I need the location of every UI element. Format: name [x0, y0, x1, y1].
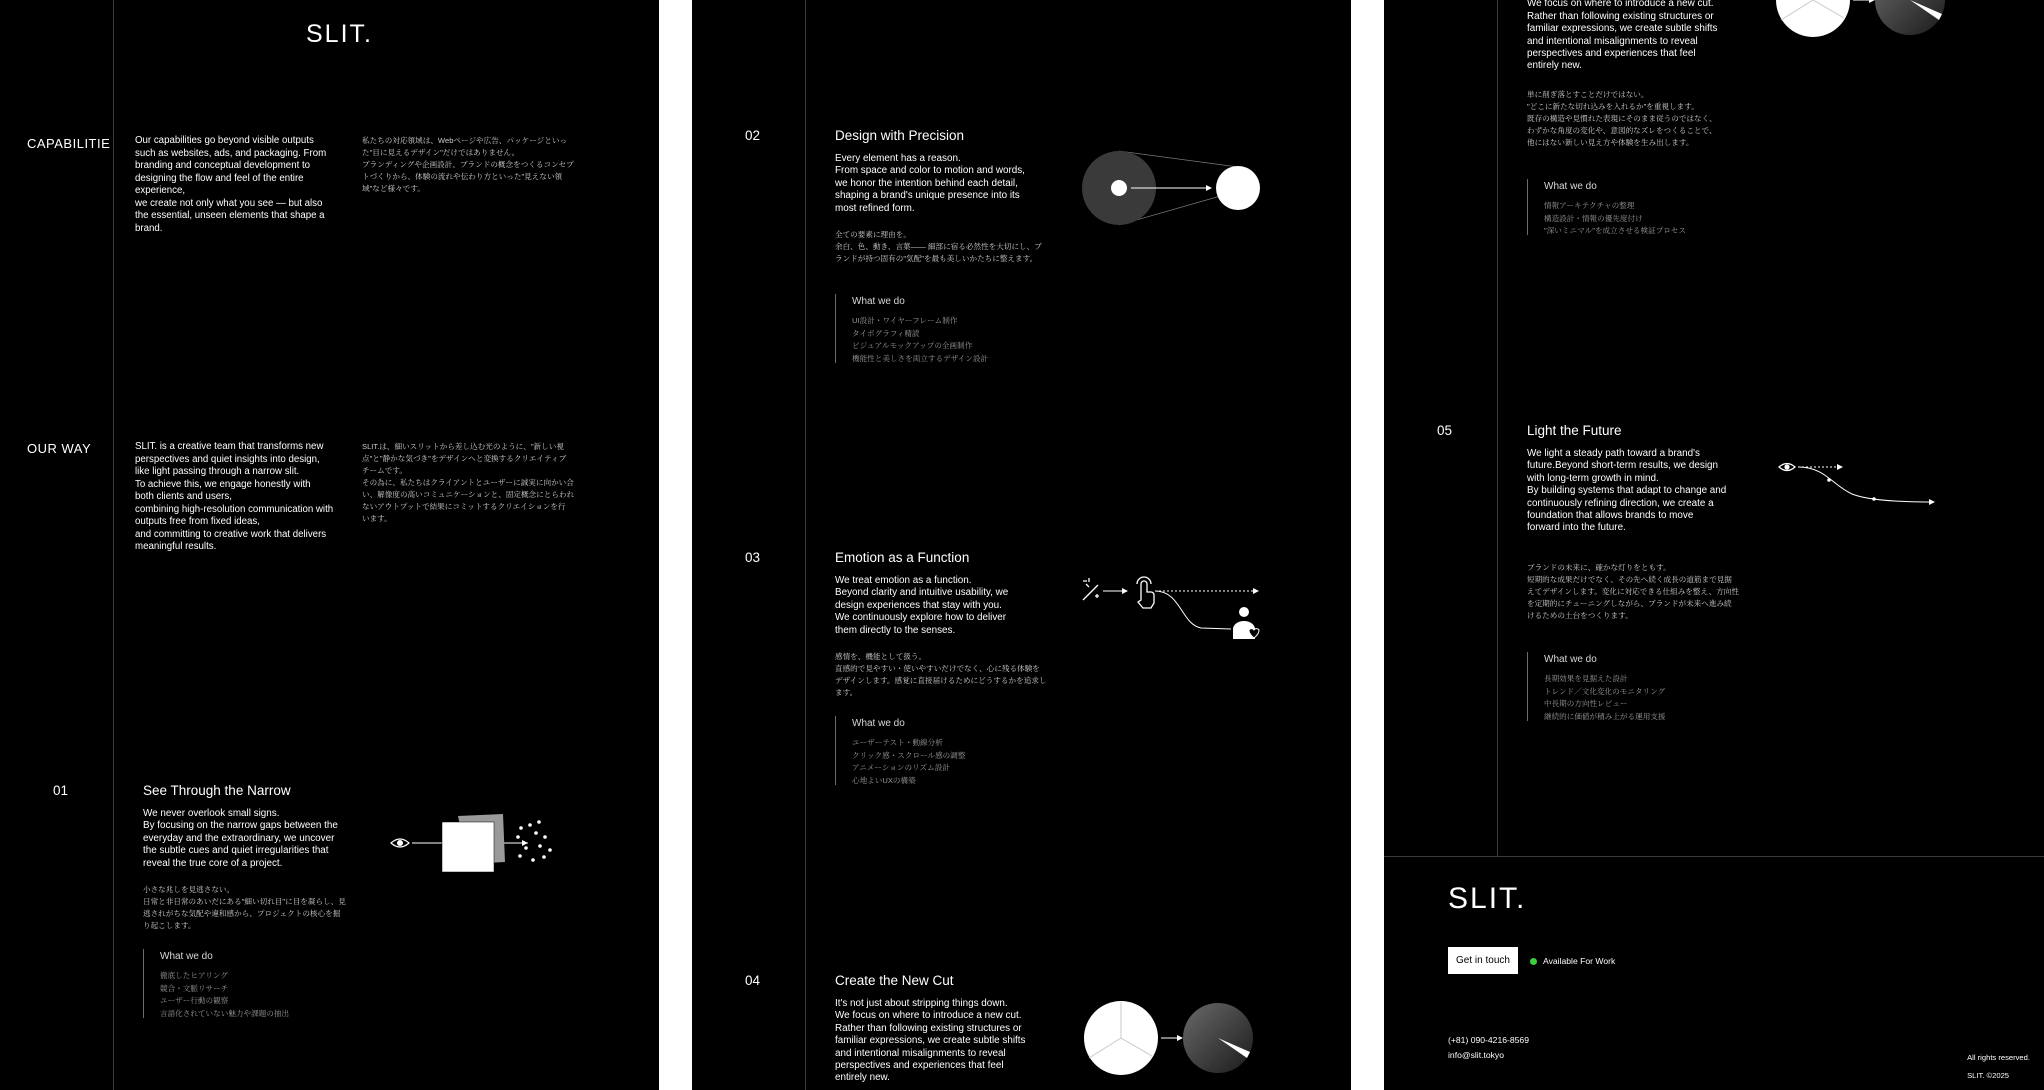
item-title: Light the Future — [1527, 423, 1622, 438]
copyright-text: SLIT. ©2025 — [1967, 1071, 2010, 1080]
footer-divider — [1384, 856, 2044, 857]
grid-line — [805, 0, 806, 1090]
contact-email[interactable]: info@slit.tokyo — [1448, 1050, 1505, 1060]
what-we-do-item: 心地よいUXの構築 — [852, 775, 916, 785]
what-we-do-item: ビジュアルモックアップの全画制作 — [852, 341, 973, 350]
what-we-do-label: What we do — [1544, 181, 1597, 192]
page-panel-2 — [692, 0, 1351, 1090]
item-text-en: Every element has a reason. From space and color to motion and words, we honor the intention behind each detail, shaping a brand's unique presence into its most refined form. — [835, 153, 1025, 214]
item-number: 03 — [745, 550, 761, 565]
item-title: Emotion as a Function — [835, 550, 970, 565]
new-cut-illustration — [1776, 0, 1946, 52]
what-we-do-item: タイポグラフィ精読 — [852, 328, 920, 338]
item-text-en: We focus on where to introduce a new cut. Rather than following existing structures or familiar expressions, we create subtle shifts and intentional misalignments to reveal perspectives and experiences that feel entirely new. — [1527, 0, 1718, 72]
narrow-slit-illustration — [388, 808, 568, 878]
what-we-do-label: What we do — [852, 718, 905, 729]
item-number: 04 — [745, 973, 761, 988]
our-way-text-jp: SLIT.は、細いスリットから差し込む光のように、"新しい視 点"と"静かな気づき"をデザインへと変換するクリエイティブ チームです。 その為に、私たちはクライアントとユーザーに誠実に向かい合 い、解像度の高いコミュニケーションと、固定概念にとらわれ ないアウトプットで結果にコミットするクリエイションを行 います。 — [362, 442, 575, 523]
what-we-do-item: 中長期の方向性レビュー — [1544, 699, 1628, 708]
what-we-do-item: 構造設計・情報の優先度付け — [1544, 213, 1643, 223]
page-panel-3 — [1384, 0, 2044, 1090]
item-title: Create the New Cut — [835, 973, 954, 988]
page-panel-1 — [0, 0, 659, 1090]
availability-indicator — [1530, 958, 1537, 965]
what-we-do-item: 言語化されていない魅力や課題の抽出 — [160, 1008, 290, 1018]
contact-phone[interactable]: (+81) 090-4216-8569 — [1448, 1035, 1529, 1045]
what-we-do-list — [1527, 652, 1666, 721]
what-we-do-item: クリック感・スクロール感の調整 — [852, 750, 966, 760]
slit-panel-front — [442, 822, 494, 872]
availability-status: Available For Work — [1543, 956, 1616, 966]
user-heart-icon — [1233, 607, 1259, 639]
our-way-label: OUR WAY — [27, 441, 92, 456]
our-way-text-en: SLIT. is a creative team that transforms new perspectives and quiet insights into design, like light passing through a narrow slit. To achieve this, we engage honestly with both clients and users, combining high-resolution communication with outputs free from fixed ideas, and committing to creative work that delivers meaningful results. — [135, 441, 334, 552]
what-we-do-label: What we do — [1544, 654, 1597, 665]
item-text-jp: ブランドの未来に、確かな灯りをともす。 短期的な成果だけでなく、その先へ続く成長の道筋まで見据 えてデザインします。変化に対応できる仕組みを整え、方向性 を定期的にチューニングしながら、ブランドが未来へ進み続 けるための土台をつくります。 — [1527, 563, 1739, 620]
touch-hand-icon — [1137, 577, 1154, 608]
item-text-en: We treat emotion as a function. Beyond clarity and intuitive usability, we design experiences that stay with you. We continuously explore how to deliver them directly to the senses. — [835, 575, 1009, 636]
inner-dot — [1111, 180, 1127, 196]
site-logo[interactable]: SLIT. — [306, 20, 373, 48]
item-title: Design with Precision — [835, 128, 965, 143]
what-we-do-item: 継続的に価値が積み上がる運用支援 — [1544, 711, 1666, 721]
result-circle — [1216, 166, 1260, 210]
capabilities-label: CAPABILITIE — [27, 136, 111, 151]
what-we-do-item: 機能性と美しさを両立するデザイン設計 — [852, 353, 989, 363]
magic-wand-icon — [1083, 578, 1099, 600]
what-we-do-item: ユーザー行動の観察 — [160, 996, 229, 1005]
footer-logo[interactable]: SLIT. — [1448, 882, 1527, 915]
eye-icon — [391, 839, 409, 847]
what-we-do-item: 長期効果を見据えた設計 — [1544, 674, 1628, 683]
rights-text: All rights reserved. — [1967, 1053, 2030, 1062]
capabilities-text-en: Our capabilities go beyond visible outputs such as websites, ads, and packaging. From branding and conceptual development to designing the flow and feel of the entire experience, we create not only what you see — but also the essential, unseen elements that shape a brand. — [135, 135, 327, 234]
what-we-do-label: What we do — [160, 951, 213, 962]
item-text-en: We light a steady path toward a brand's future.Beyond short-term results, we design with long-term growth in mind. By building systems that adapt to change and continuously refining direction, we create a foundation that allows brands to move forward into the future. — [1527, 448, 1727, 534]
what-we-do-item: 徹底したヒアリング — [160, 971, 228, 980]
new-cut-illustration — [1084, 1000, 1254, 1076]
emotion-illustration — [1081, 572, 1261, 647]
item-title: See Through the Narrow — [143, 783, 291, 798]
grid-line — [113, 0, 114, 1090]
legal-notice — [1967, 1044, 2030, 1089]
what-we-do-item: 情報アーキテクチャの整理 — [1544, 201, 1635, 210]
item-text-jp: 感情を、機能として扱う。 直感的で見やすい・使いやすいだけでなく、心に残る体験を デザインします。感覚に直接届けるためにどうするかを追求し ます。 — [835, 652, 1047, 697]
what-we-do-item: トレンド／文化変化のモニタリング — [1544, 686, 1666, 696]
what-we-do-item: アニメーションのリズム設計 — [852, 763, 950, 772]
item-text-jp: 全ての要素に理由を。 余白、色、動き、言葉―― 細部に宿る必然性を大切にし、ブ ランドが持つ固有の"気配"を最も美しいかたちに整えます。 — [835, 230, 1042, 263]
what-we-do-item: 競合・文脈リサーチ — [160, 983, 229, 993]
item-text-jp: 小さな兆しを見逃さない。 日常と非日常のあいだにある"細い切れ目"に目を凝らし、見 逃されがちな気配や違和感から、プロジェクトの核心を掘 り起こします。 — [143, 885, 346, 930]
get-in-touch-button[interactable]: Get in touch — [1448, 947, 1518, 974]
dark-disc — [1875, 0, 1945, 35]
eye-icon — [1779, 464, 1795, 471]
grid-line — [1497, 0, 1498, 857]
light-future-illustration — [1777, 455, 1957, 515]
what-we-do-label: What we do — [852, 296, 905, 307]
precision-illustration — [1081, 148, 1261, 228]
what-we-do-item: ユーザーテスト・動線分析 — [852, 738, 943, 747]
what-we-do-list — [835, 294, 988, 363]
item-number: 02 — [745, 128, 761, 143]
what-we-do-list — [143, 949, 289, 1018]
what-we-do-list — [1527, 179, 1686, 235]
item-text-en: We never overlook small signs. By focusing on the narrow gaps between the everyday and the extraordinary, we uncover the subtle cues and quiet irregularities that reveal the true core of a project. — [143, 808, 338, 869]
what-we-do-list — [835, 716, 965, 785]
item-number: 01 — [53, 783, 69, 798]
item-text-en: It's not just about stripping things down. We focus on where to introduce a new cut. Rather than following existing structures or familiar expressions, we create subtle shifts and intentional misalignments to reveal perspectives and experiences that feel entirely new. — [835, 998, 1026, 1084]
white-disc — [1776, 0, 1850, 37]
item-number: 05 — [1437, 423, 1453, 438]
item-text-jp: 単に削ぎ落とすことだけではない。 "どこに新たな切れ込みを入れるか"を重視します。 既存の構造や見慣れた表現にそのまま従うのではなく、 わずかな角度の変化や、意図的なズレをつくることで、 他にはない新しい見え方や体験を生み出します。 — [1527, 90, 1717, 147]
capabilities-text-jp: 私たちの対応領域は、Webページや広告、パッケージといっ た"目に見えるデザイン"だけではありません。 ブランディングや企画設計、ブランドの概念をつくるコンセプ トづくりから、体験の流れや伝わり方といった"見えない領 域"など様々です。 — [362, 136, 574, 193]
what-we-do-item: "深いミニマル"を成立させる検証プロセス — [1544, 226, 1687, 235]
what-we-do-item: UI設計・ワイヤーフレーム制作 — [852, 316, 958, 325]
scattered-dots — [516, 820, 552, 862]
